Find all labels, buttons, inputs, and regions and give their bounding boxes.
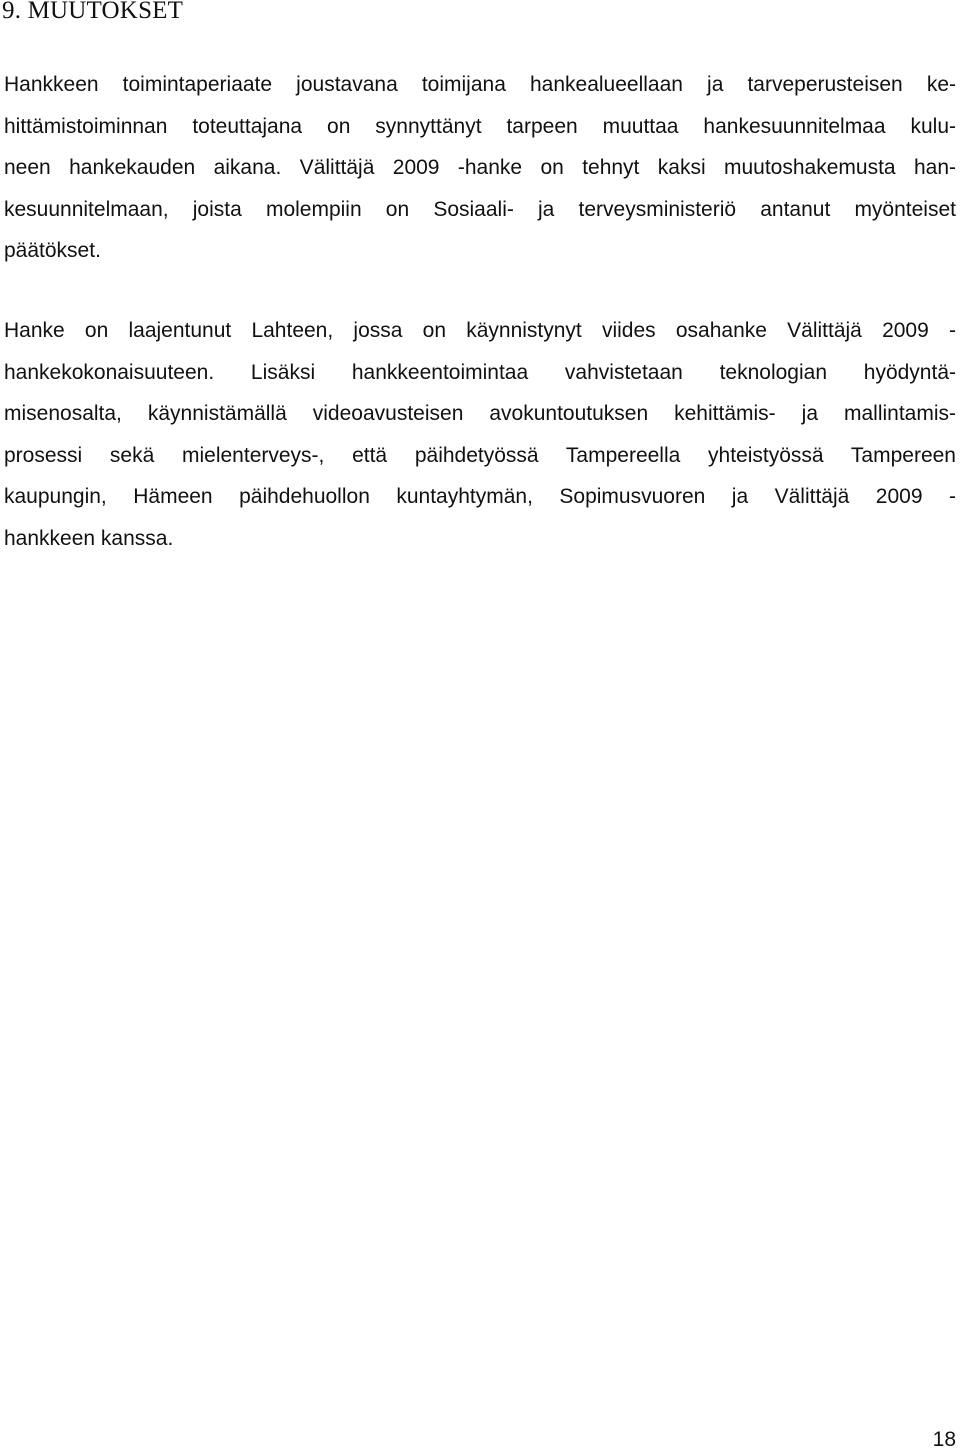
text-line: hankkeen kanssa. [4,526,174,550]
text-line: hankekokonaisuuteen. Lisäksi hankkeentoimintaa vahvistetaan teknologian hyödyntä- [4,360,956,384]
text-line: Hankkeen toimintaperiaate joustavana toimijana hankealueellaan ja tarveperusteisen ke- [4,73,956,96]
page-number: 18 [932,1428,956,1451]
text-line: hittämistoiminnan toteuttajana on synnyttänyt tarpeen muuttaa hankesuunnitelmaa kulu- [4,114,956,138]
text-line: Hanke on laajentunut Lahteen, jossa on käynnistynyt viides osahanke Välittäjä 2009 - [4,319,956,342]
paragraph-expansion [4,310,956,560]
section-heading: 9. MUUTOKSET [2,0,184,24]
text-line: kaupungin, Hämeen päihdehuollon kuntayhtymän, Sopimusvuoren ja Välittäjä 2009 - [4,485,956,509]
text-line: päätökset. [4,239,101,263]
text-line: prosessi sekä mielenterveys-, että päihdetyössä Tampereella yhteistyössä Tampereen [4,443,956,467]
text-line: neen hankekauden aikana. Välittäjä 2009 -hanke on tehnyt kaksi muutoshakemusta han- [4,156,956,180]
text-line: kesuunnitelmaan, joista molempiin on Sosiaali- ja terveysministeriö antanut myönteiset [4,197,956,221]
text-line: misenosalta, käynnistämällä videoavusteisen avokuntoutuksen kehittämis- ja mallintamis- [4,402,956,426]
paragraph-changes-intro [4,64,956,272]
